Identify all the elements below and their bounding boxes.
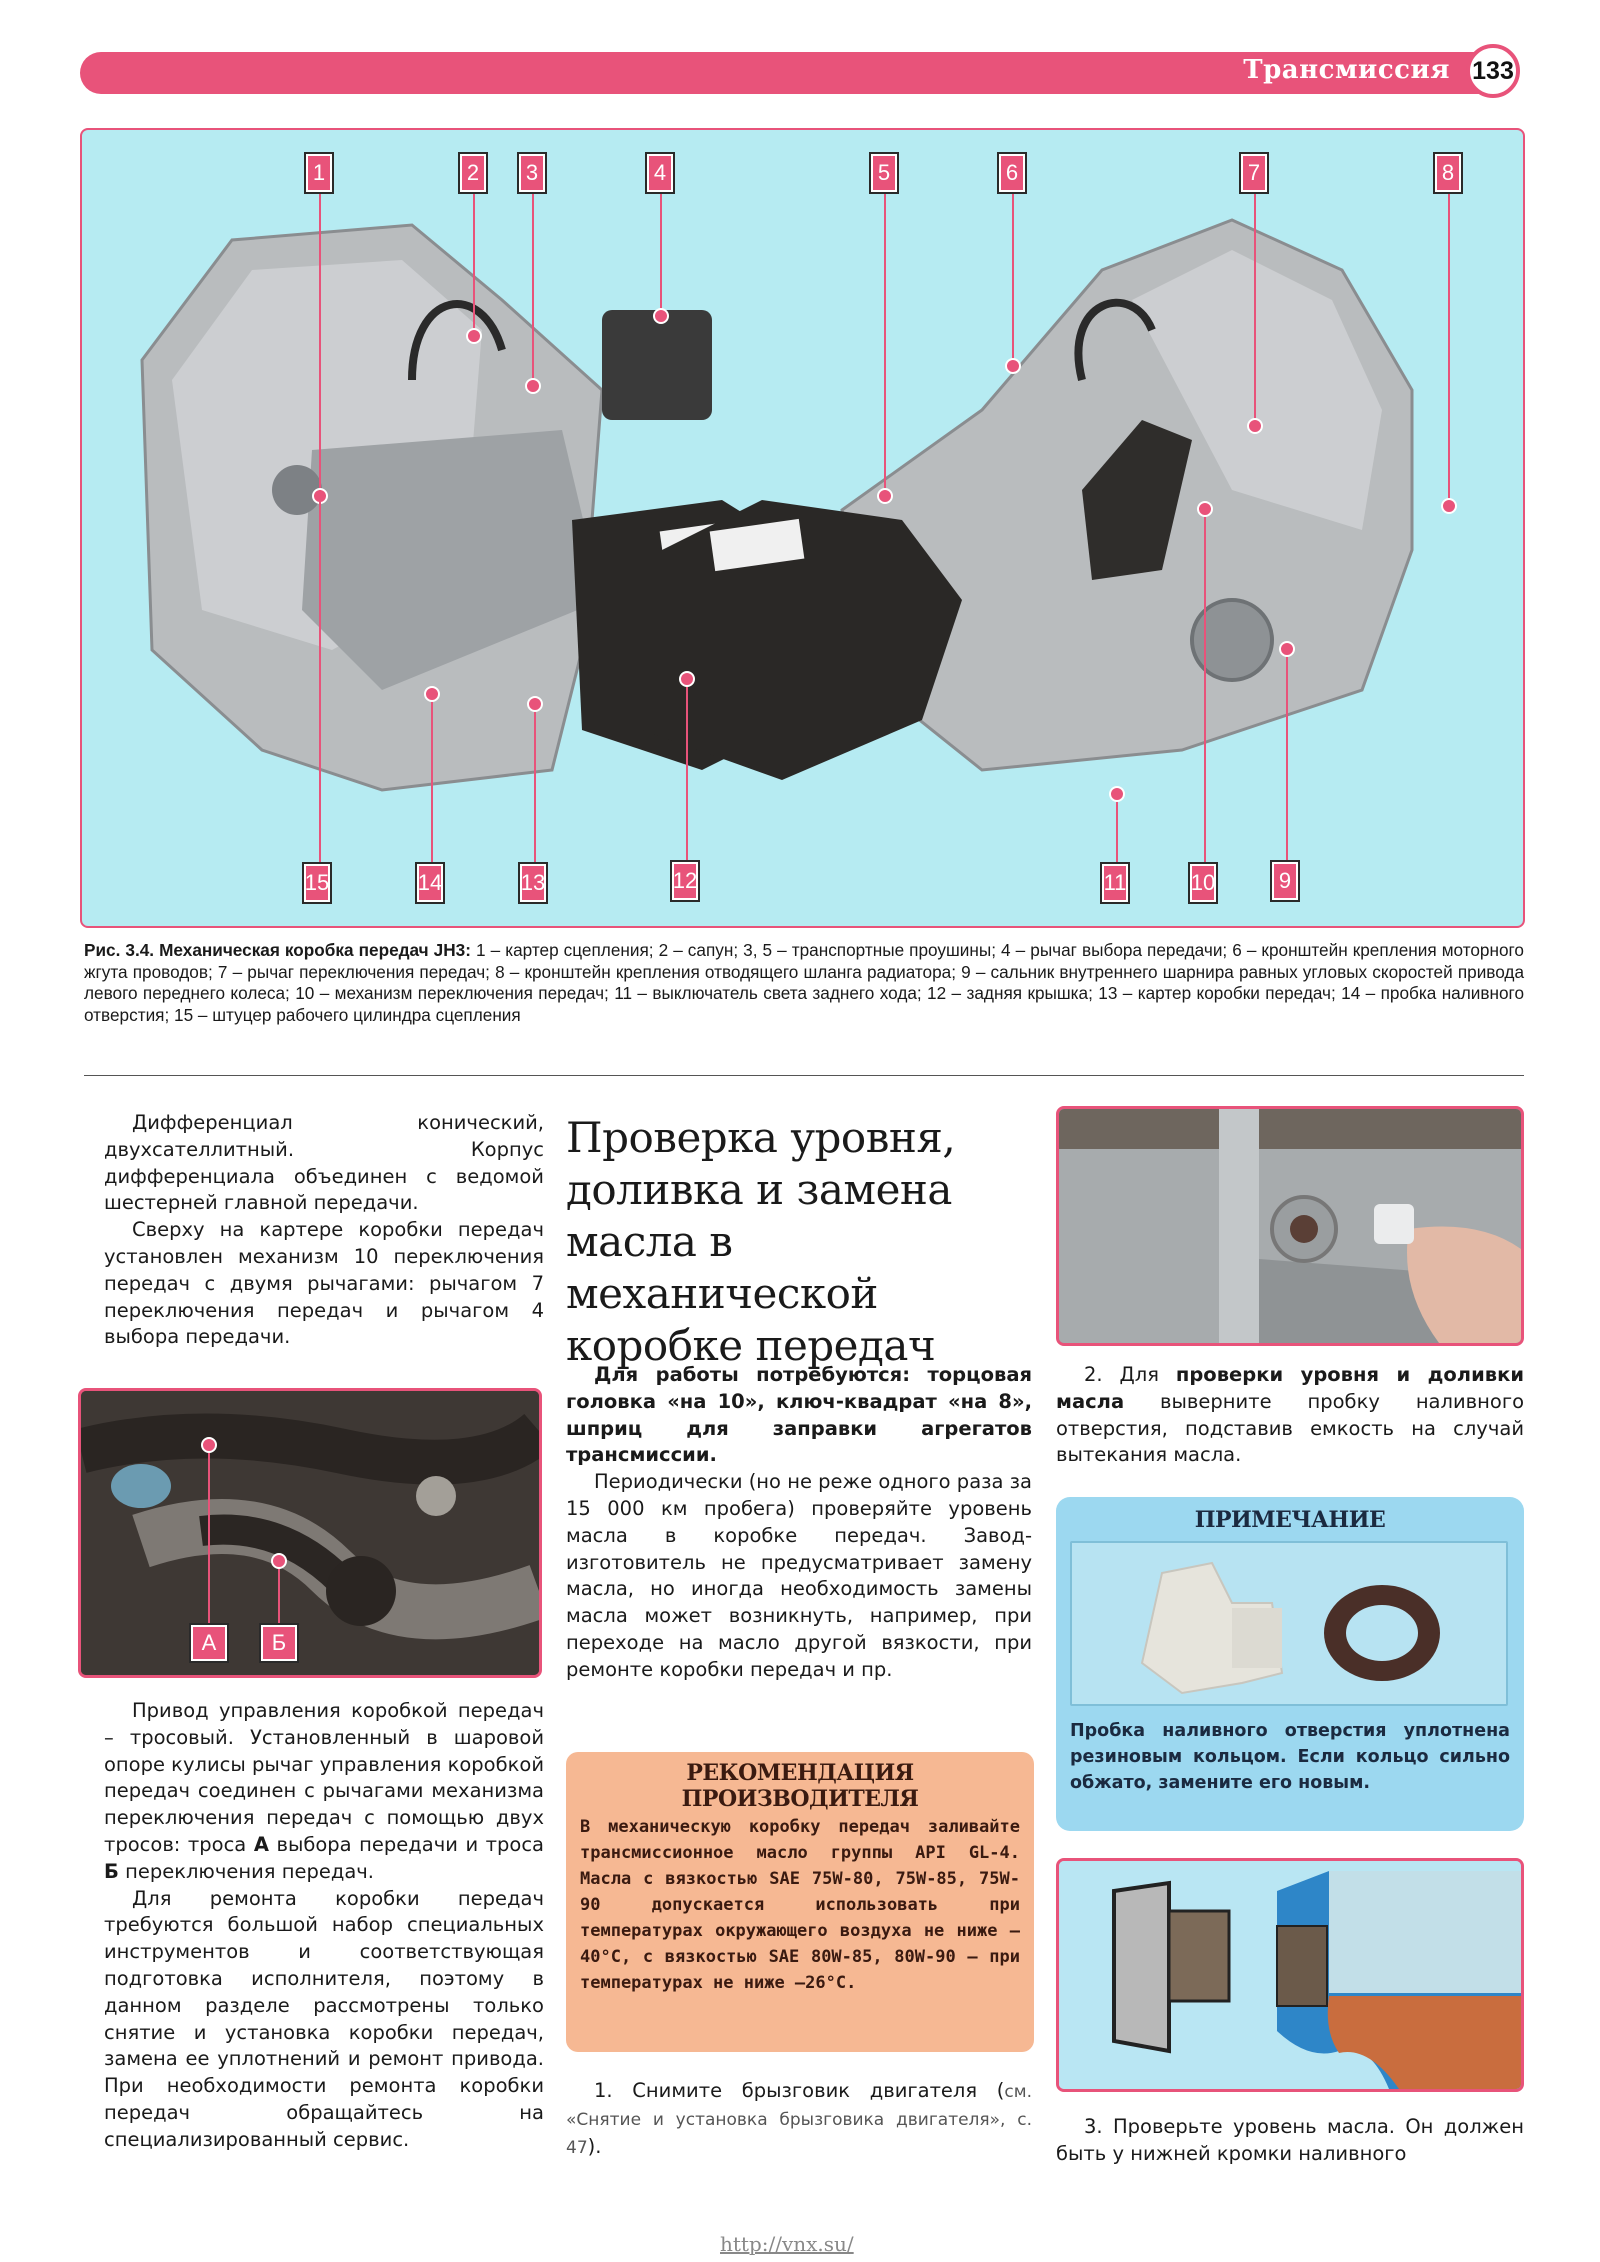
leader-b: [278, 1559, 280, 1629]
paragraph-differential: Дифференциал конический, двухсателлитный. Корпус дифференциала объединен с ведомой шестерней главной передачи.: [104, 1111, 544, 1215]
leader-dot-14: [424, 686, 440, 702]
note-body: Пробка наливного отверстия уплотнена резиновым кольцом. Если кольцо сильно обжато, замените его новым.: [1070, 1721, 1510, 1793]
callout-b: Б: [259, 1623, 299, 1663]
step-1-text: [566, 2078, 1032, 2161]
callout-8: 8: [1433, 152, 1463, 194]
step-1-end: ).: [587, 2134, 602, 2158]
section-title: Трансмиссия: [1243, 55, 1450, 85]
oil-level-illustration: [1059, 1861, 1521, 2089]
page-number: 133: [1466, 44, 1520, 98]
callout-9: 9: [1270, 860, 1300, 902]
cable-label-b: Б: [104, 1859, 119, 1883]
figure-caption: [84, 940, 1524, 1026]
callout-2: 2: [458, 152, 488, 194]
leader-dot-6: [1005, 358, 1021, 374]
note-box: [1056, 1497, 1524, 1831]
callout-4: 4: [645, 152, 675, 194]
leader-5: [884, 194, 886, 494]
leader-4: [660, 194, 662, 314]
leader-dot-2: [466, 328, 482, 344]
callout-11: 11: [1100, 862, 1130, 904]
paragraph-shift-mechanism: Сверху на картере коробки передач установлен механизм 10 переключения передач с двумя рычагами: рычагом 7 переключения передач и рычагом 4 выбора передачи.: [104, 1218, 544, 1349]
leader-12: [686, 675, 688, 862]
callout-12: 12: [670, 860, 700, 902]
leader-dot-9: [1279, 641, 1295, 657]
leader-dot-7: [1247, 418, 1263, 434]
callout-14: 14: [415, 862, 445, 904]
leader-dot-a: [201, 1437, 217, 1453]
leader-8: [1448, 194, 1450, 504]
leader-dot-4: [653, 308, 669, 324]
gearbox-figure: [80, 128, 1525, 928]
leader-13: [534, 700, 536, 862]
step-1: [566, 2078, 1032, 2161]
left-text-block-1: [104, 1110, 544, 1351]
leader-dot-8: [1441, 498, 1457, 514]
step-1-main: 1. Снимите брызговик двигателя (: [594, 2079, 1005, 2102]
leader-7: [1254, 194, 1256, 424]
step-3-text: 3. Проверьте уровень масла. Он должен быть у нижней кромки наливного: [1056, 2115, 1524, 2165]
paragraph-cable-drive: [104, 1698, 544, 1886]
step-3: [1056, 2114, 1524, 2168]
callout-a: А: [189, 1623, 229, 1663]
step-2-bold: проверки уровня и доливки масла: [1056, 1363, 1524, 1413]
leader-1: [319, 194, 321, 494]
gearbox-photos: [82, 130, 1523, 926]
tools-required: Для работы потребуются: торцовая головка «на 10», ключ-квадрат «на 8», шприц для заправки агрегатов трансмиссии.: [566, 1363, 1032, 1467]
caption-title: Рис. 3.4. Механическая коробка передач JH3:: [84, 940, 471, 960]
leader-dot-5: [877, 488, 893, 504]
leader-dot-10: [1197, 501, 1213, 517]
recommendation-body: В механическую коробку передач заливайте трансмиссионное масло группы API GL-4. Масла с вязкостью SAE 75W-80, 75W-85, 75W-90 допускается использовать при температурах окружающего воздуха не ниже –40°С, с вязкостью SAE 80W-85, 80W-90 – при температурах не ниже –26°С.: [580, 1817, 1020, 1993]
leader-2: [473, 194, 475, 334]
cable-text-1: Привод управления коробкой передач – тросовый. Установленный в шаровой опоре кулисы рычаг управления коробкой передач соединен с рычагами механизма переключения передач с помощью двух тросов: троса: [104, 1699, 544, 1856]
cable-label-a: А: [253, 1832, 269, 1856]
callout-7: 7: [1239, 152, 1269, 194]
leader-dot-3: [525, 378, 541, 394]
paragraph-periodic-check: Периодически (но не реже одного раза за 15 000 км пробега) проверяйте уровень масла в коробке передач. Завод-изготовитель не предусматривает замену масла, но иногда необходимость замены масла может возникнуть, например, при переходе на масло другой вязкости, при ремонте коробки передач и пр.: [566, 1470, 1032, 1681]
plug-and-ring-illustration: [1072, 1543, 1506, 1704]
left-text-block-2: [104, 1698, 544, 2154]
leader-10: [1204, 505, 1206, 862]
footer-url[interactable]: http://vnx.su/: [720, 2232, 854, 2256]
leader-6: [1012, 194, 1014, 364]
cable-text-2: выбора передачи и троса: [268, 1832, 544, 1856]
callout-1: 1: [304, 152, 334, 194]
oil-level-diagram: [1056, 1858, 1524, 2092]
paragraph-repair: Для ремонта коробки передач требуются большой набор специальных инструментов и соответствующая подготовка исполнителя, поэтому в данном разделе рассмотрены только снятие и установка коробки передач, замена ее уплотнений и ремонт привода. При необходимости ремонта коробки передач обращайтесь на специализированный сервис.: [104, 1886, 544, 2151]
leader-14: [431, 690, 433, 862]
cable-text-3: переключения передач.: [118, 1859, 374, 1883]
caption-divider: [84, 1075, 1524, 1076]
leader-dot-b: [271, 1553, 287, 1569]
step-2: [1056, 1362, 1524, 1469]
filler-plug-photo: [1056, 1106, 1524, 1346]
article-title: Проверка уровня, доливка и замена масла в механической коробке передач: [566, 1113, 956, 1370]
leader-a: [208, 1443, 210, 1629]
plug-and-ring-image: [1070, 1541, 1508, 1706]
step-2-prefix: 2. Для: [1084, 1363, 1176, 1386]
leader-dot-11: [1109, 786, 1125, 802]
leader-dot-12: [679, 671, 695, 687]
leader-9: [1286, 645, 1288, 862]
middle-text-block: [566, 1362, 1032, 1684]
caption-text: 1 – картер сцепления; 2 – сапун; 3, 5 – транспортные проушины; 4 – рычаг выбора передачи; 6 – кронштейн крепления моторного жгута проводов; 7 – рычаг переключения передач; 8 – кронштейн крепления отводящего шланга радиатора; 9 – сальник внутреннего шарнира равных угловых скоростей привода левого переднего колеса; 10 – механизм переключения передач; 11 – выключатель света заднего хода; 12 – задняя крышка; 13 – картер коробки передач; 14 – пробка наливного отверстия; 15 – штуцер рабочего цилиндра сцепления: [84, 940, 1524, 1025]
step-2-text: [1056, 1362, 1524, 1469]
leader-15: [319, 490, 321, 862]
filler-plug-photo-image: [1059, 1109, 1521, 1343]
callout-10: 10: [1188, 862, 1218, 904]
step-1-reference[interactable]: см. «Снятие и установка брызговика двигателя», с. 47: [566, 2082, 1032, 2158]
leader-dot-13: [527, 696, 543, 712]
manufacturer-recommendation-box: [566, 1752, 1034, 2052]
leader-3: [532, 194, 534, 384]
recommendation-title: РЕКОМЕНДАЦИЯ ПРОИЗВОДИТЕЛЯ: [681, 1760, 919, 1812]
callout-6: 6: [997, 152, 1027, 194]
callout-3: 3: [517, 152, 547, 194]
cables-photo: [78, 1388, 542, 1678]
step-2-rest: выверните пробку наливного отверстия, подставив емкость на случай вытекания масла.: [1056, 1389, 1524, 1467]
cables-photo-image: [81, 1391, 539, 1675]
callout-5: 5: [869, 152, 899, 194]
callout-15: 15: [302, 862, 332, 904]
note-title: ПРИМЕЧАНИЕ: [1194, 1507, 1386, 1533]
gearbox-right-view: [622, 220, 1412, 780]
callout-13: 13: [518, 862, 548, 904]
